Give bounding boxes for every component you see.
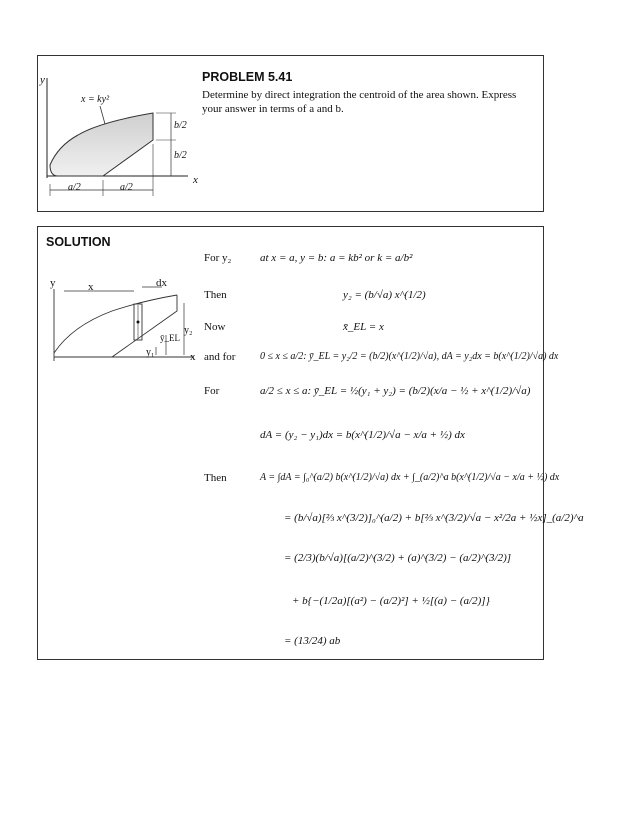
row-1-label: Then — [204, 289, 227, 301]
sketch-yel-label: ȳ_EL — [160, 333, 180, 343]
dim-b-half-lower: b/2 — [174, 150, 187, 161]
row-9-expr: + b{−(1/2a)[(a²) − (a/2)²] + ½[(a) − (a/2)]} — [292, 595, 490, 607]
solution-title: SOLUTION — [46, 235, 111, 249]
sketch-x-label: x — [190, 351, 196, 363]
problem-statement: Determine by direct integration the centroid of the area shown. Express your answer in terms of a and b. — [202, 89, 517, 115]
row-5-expr: dA = (y₂ − y₁)dx = b(x^(1/2)/√a − x/a + ½) dx — [260, 429, 465, 441]
row-3-label: and for — [204, 351, 236, 363]
curve-label: x = ky² — [81, 94, 110, 105]
solution-sketch — [42, 281, 202, 381]
dim-b-half-upper: b/2 — [174, 120, 187, 131]
dim-a-half-left: a/2 — [68, 182, 81, 193]
row-4-label: For — [204, 385, 220, 397]
shaded-area — [50, 113, 153, 176]
row-6-label: Then — [204, 472, 227, 484]
row-2-expr: x̄_EL = x — [343, 321, 384, 333]
sketch-dx-label: dx — [156, 277, 167, 289]
row-0-expr: at x = a, y = b: a = kb² or k = a/b² — [260, 252, 413, 264]
x-axis-label: x — [193, 174, 198, 186]
solution-box — [37, 226, 584, 660]
sketch-y1-label: y₁ — [146, 347, 155, 358]
row-3-expr: 0 ≤ x ≤ a/2: ȳ_EL = y₂/2 = (b/2)(x^(1/2)/√a), dA = y₂dx = b(x^(1/2)/√a) dx — [260, 351, 559, 362]
row-0-label: For y₂ — [204, 252, 232, 264]
problem-title: PROBLEM 5.41 — [202, 70, 293, 84]
sketch-x-top-label: x — [88, 281, 94, 293]
sketch-y-label: y — [50, 277, 56, 289]
dim-a-half-right: a/2 — [120, 182, 133, 193]
row-8-expr: = (2/3)(b/√a)[(a/2)^(3/2) + (a)^(3/2) − (a/2)^(3/2)] — [284, 552, 512, 564]
row-6-expr: A = ∫dA = ∫₀^(a/2) b(x^(1/2)/√a) dx + ∫_(a/2)^a b(x^(1/2)/√a − x/a + ½) dx — [260, 472, 560, 483]
problem-box — [37, 55, 544, 212]
row-1-expr: y₂ = (b/√a) x^(1/2) — [343, 289, 426, 301]
sketch-y2-label: y₂ — [184, 325, 193, 336]
y-axis-label: y — [40, 74, 45, 86]
row-4-expr: a/2 ≤ x ≤ a: ȳ_EL = ½(y₁ + y₂) = (b/2)(x/a − ½ + x^(1/2)/√a) — [260, 385, 531, 397]
row-7-expr: = (b/√a)[⅔ x^(3/2)]₀^(a/2) + b[⅔ x^(3/2)/√a − x²/2a + ½x]_(a/2)^a — [284, 512, 584, 524]
row-2-label: Now — [204, 321, 226, 333]
x-ky2-leader — [100, 106, 105, 124]
row-10-expr: = (13/24) ab — [284, 635, 341, 647]
